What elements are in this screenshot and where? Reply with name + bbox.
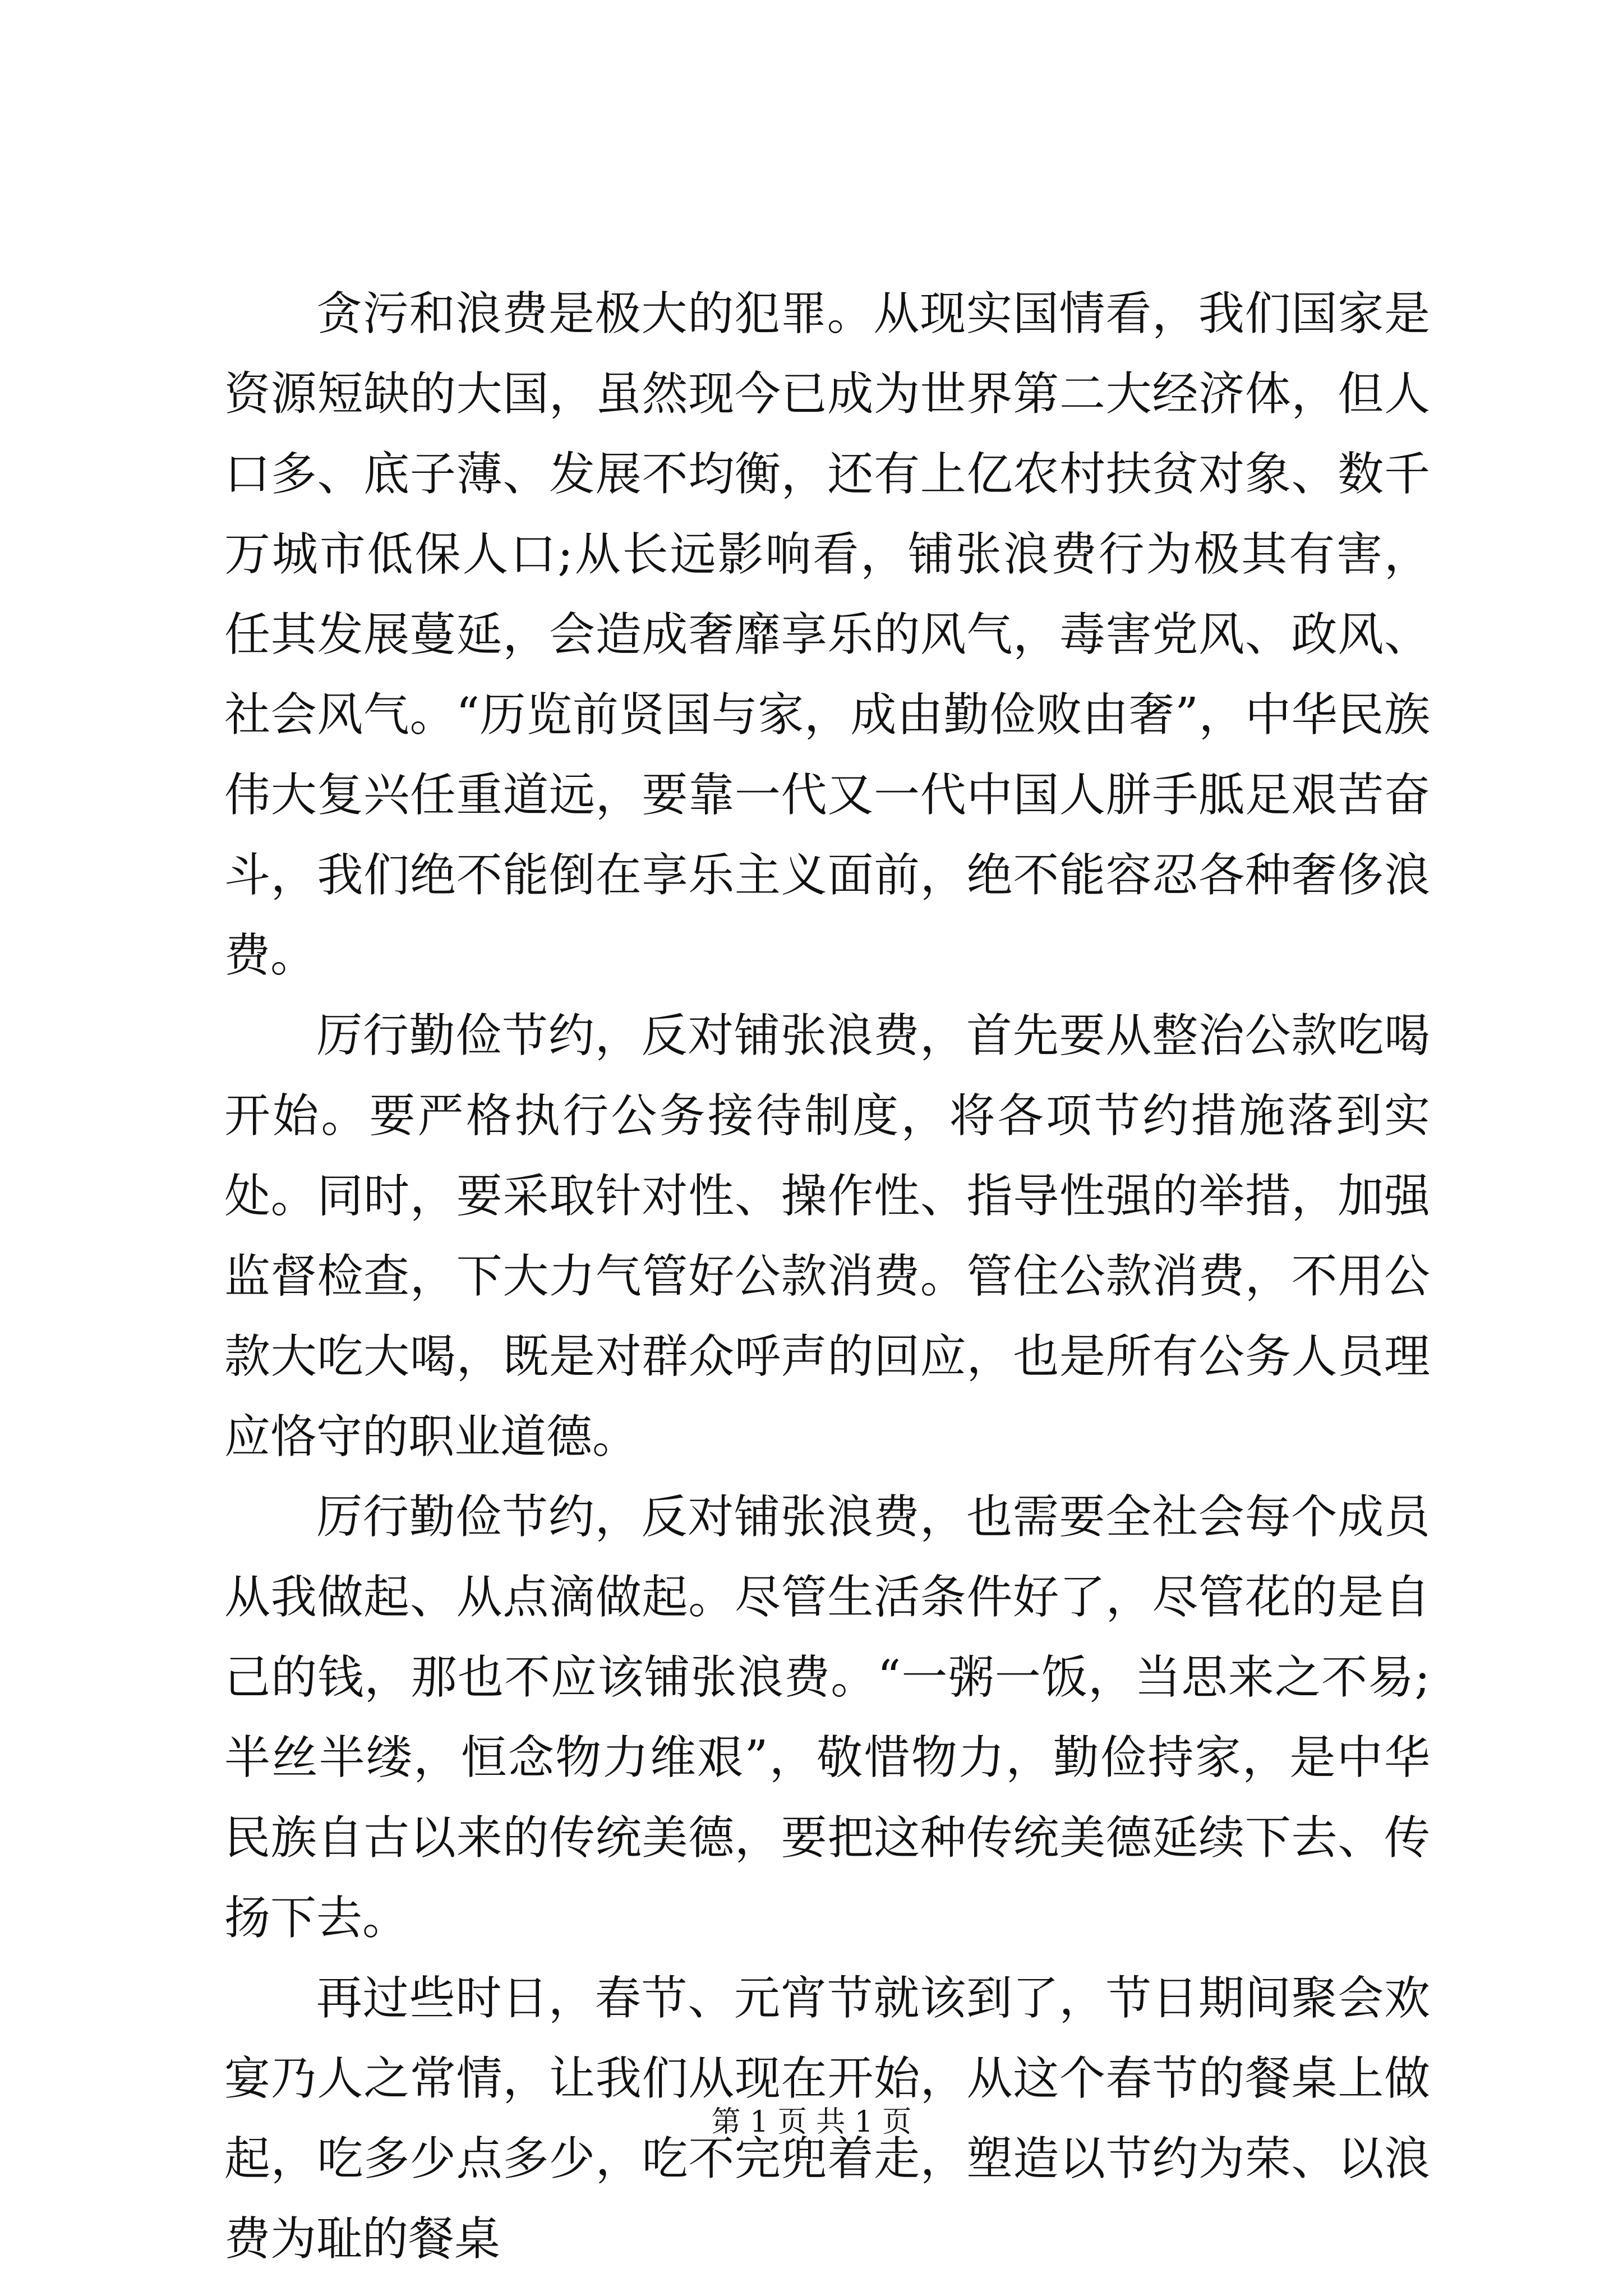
page-number-label: 第 1 页 共 1 页 — [711, 2105, 912, 2139]
paragraph-1: 贪污和浪费是极大的犯罪。从现实国情看，我们国家是资源短缺的大国，虽然现今已成为世界第二大经济体，但人口多、底子薄、发展不均衡，还有上亿农村扶贫对象、数千万城市低保人口;从长远影响看，铺张浪费行为极其有害，任其发展蔓延，会造成奢靡享乐的风气，毒害党风、政风、社会风气。“历览前贤国与家，成由勤俭败由奢”，中华民族伟大复兴任重道远，要靠一代又一代中国人胼手胝足艰苦奋斗，我们绝不能倒在享乐主义面前，绝不能容忍各种奢侈浪费。 — [224, 287, 1430, 982]
document-body — [224, 274, 1430, 2279]
paragraph-2: 厉行勤俭节约，反对铺张浪费，首先要从整治公款吃喝开始。要严格执行公务接待制度，将各项节约措施落到实处。同时，要采取针对性、操作性、指导性强的举措，加强监督检查，下大力气管好公款消费。管住公款消费，不用公款大吃大喝，既是对群众呼声的回应，也是所有公务人员理应恪守的职业道德。 — [224, 1009, 1430, 1464]
paragraph-4: 再过些时日，春节、元宵节就该到了，节日期间聚会欢宴乃人之常情，让我们从现在开始，从这个春节的餐桌上做起，吃多少点多少，吃不完兜着走，塑造以节约为荣、以浪费为耻的餐桌 — [224, 1972, 1430, 2266]
paragraph-3: 厉行勤俭节约，反对铺张浪费，也需要全社会每个成员从我做起、从点滴做起。尽管生活条件好了，尽管花的是自己的钱，那也不应该铺张浪费。“一粥一饭，当思来之不易;半丝半缕，恒念物力维艰”，敬惜物力，勤俭持家，是中华民族自古以来的传统美德，要把这种传统美德延续下去、传扬下去。 — [224, 1490, 1430, 1945]
page-footer — [0, 2102, 1623, 2142]
